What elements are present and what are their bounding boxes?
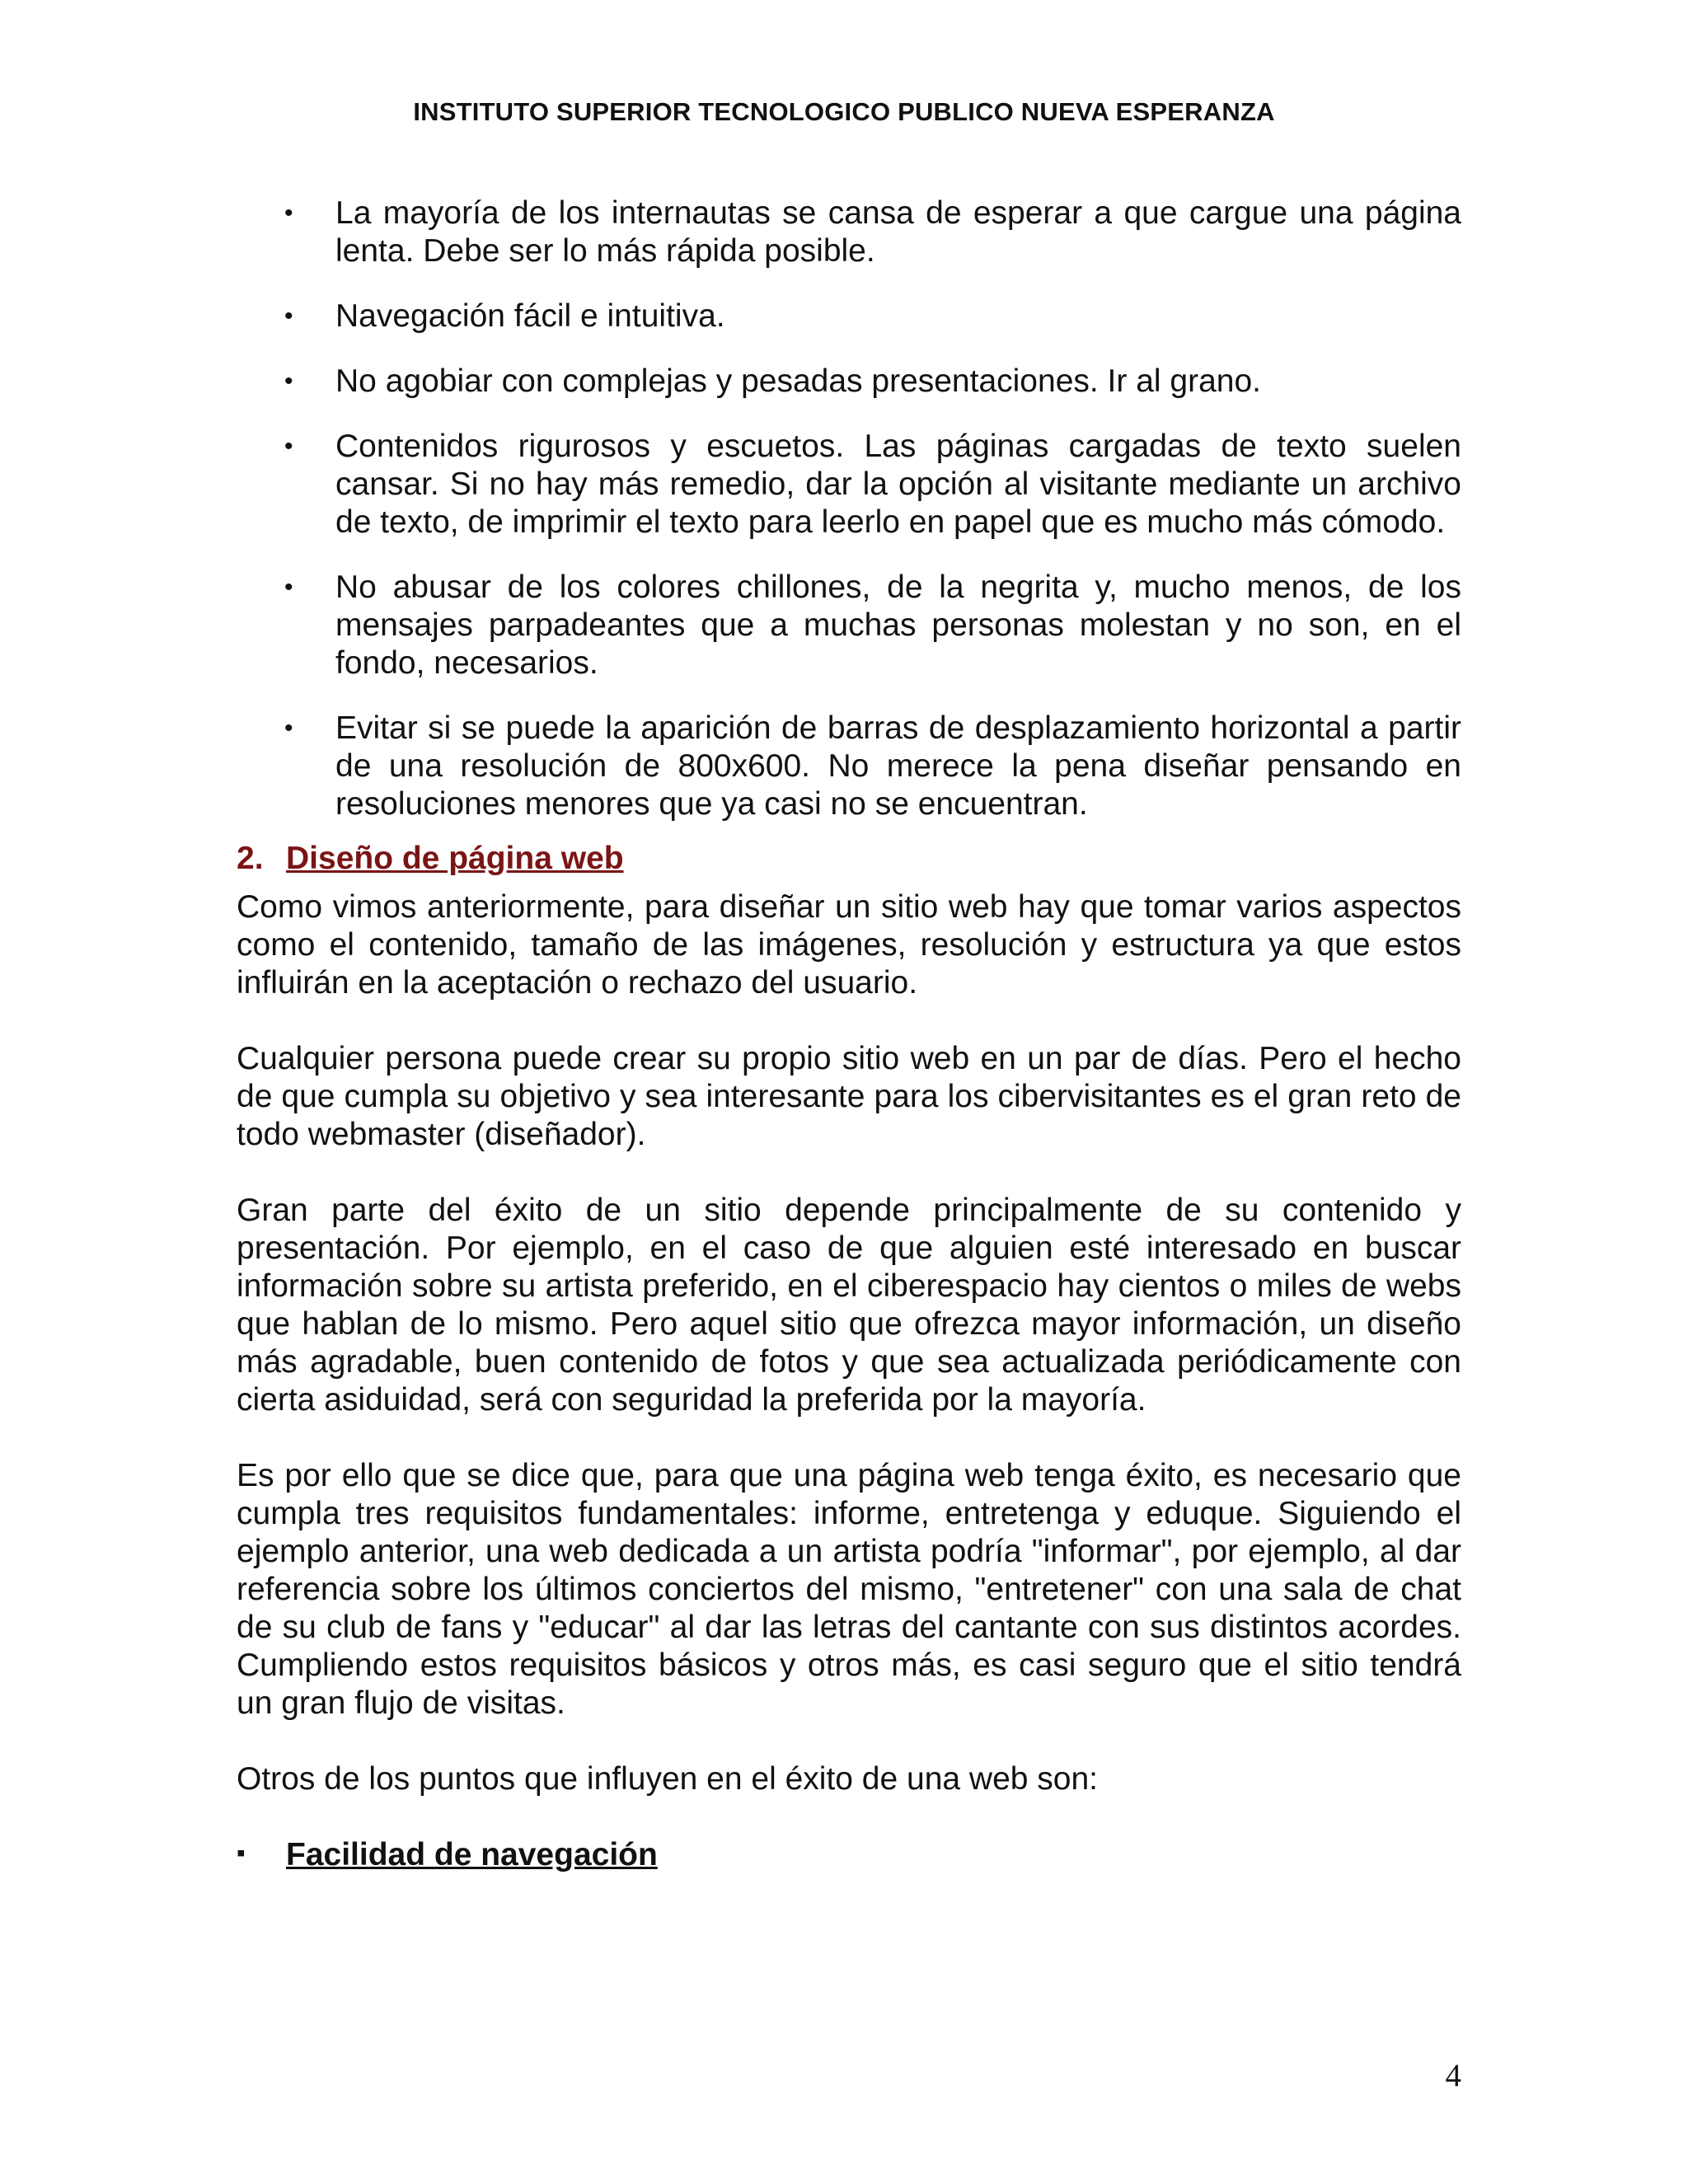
bullet-icon: •: [284, 368, 293, 395]
bullet-icon: •: [284, 574, 293, 601]
section-title: Diseño de página web: [286, 841, 624, 876]
list-item-text: No agobiar con complejas y pesadas presentaciones. Ir al grano.: [335, 363, 1261, 399]
page-number: 4: [1445, 2058, 1461, 2093]
page-header: INSTITUTO SUPERIOR TECNOLOGICO PUBLICO NUEVA ESPERANZA: [413, 97, 1275, 126]
list-item-text: La mayoría de los internautas se cansa de esperar a que cargue una página lenta. Debe ser lo más rápida posible.: [335, 195, 1461, 269]
paragraph: Como vimos anteriormente, para diseñar un sitio web hay que tomar varios aspectos como el contenido, tamaño de las imágenes, resolución y estructura ya que estos influirán en la aceptación o rechazo del usuario.: [237, 889, 1461, 1001]
list-item: [237, 428, 1461, 541]
list-item-text: Evitar si se puede la aparición de barras de desplazamiento horizontal a partir de una resolución de 800x600. No merece la pena diseñar pensando en resoluciones menores que ya casi no se encuentran.: [335, 710, 1461, 822]
section-heading: [237, 840, 1461, 878]
section-number: 2.: [237, 841, 264, 876]
list-item: [237, 569, 1461, 682]
paragraph: Gran parte del éxito de un sitio depende principalmente de su contenido y presentación. Por ejemplo, en el caso de que alguien esté interesado en buscar información sobre su artista preferido, en el ciberespacio hay cientos o miles de webs que hablan de lo mismo. Pero aquel sitio que ofrezca mayor información, un diseño más agradable, buen contenido de fotos y que sea actualizada periódicamente con cierta asiduidad, será con seguridad la preferida por la mayoría.: [237, 1193, 1461, 1418]
paragraph: Es por ello que se dice que, para que una página web tenga éxito, es necesario que cumpla tres requisitos fundamentales: informe, entretenga y eduque. Siguiendo el ejemplo anterior, una web dedicada a un artista podría "informar", por ejemplo, al dar referencia sobre los últimos conciertos del mismo, "entretener" con una sala de chat de su club de fans y "educar" al dar las letras del cantante con sus distintos acordes. Cumpliendo estos requisitos básicos y otros más, es casi seguro que el sitio tendrá un gran flujo de visitas.: [237, 1458, 1461, 1721]
list-item: [237, 710, 1461, 823]
subheading-title: Facilidad de navegación: [286, 1837, 658, 1872]
paragraph: Cualquier persona puede crear su propio sitio web en un par de días. Pero el hecho de que cumpla su objetivo y sea interesante para los cibervisitantes es el gran reto de todo webmaster (diseñador).: [237, 1041, 1461, 1152]
list-item: [237, 194, 1461, 270]
bullet-icon: •: [284, 715, 293, 742]
list-item-text: Navegación fácil e intuitiva.: [335, 298, 725, 334]
list-item-text: No abusar de los colores chillones, de la negrita y, mucho menos, de los mensajes parpadeantes que a muchas personas molestan y no son, en el fondo, necesarios.: [335, 569, 1461, 681]
list-item: [237, 363, 1461, 401]
square-bullet-icon: ▪: [237, 1840, 246, 1867]
bullet-list: [237, 194, 1461, 823]
bullet-icon: •: [284, 433, 293, 460]
list-item-text: Contenidos rigurosos y escuetos. Las páginas cargadas de texto suelen cansar. Si no hay más remedio, dar la opción al visitante mediante un archivo de texto, de imprimir el texto para leerlo en papel que es mucho más cómodo.: [335, 429, 1461, 540]
bullet-icon: •: [284, 302, 293, 330]
bullet-icon: •: [284, 199, 293, 227]
document-body: [237, 194, 1461, 1874]
paragraph: Otros de los puntos que influyen en el éxito de una web son:: [237, 1761, 1099, 1797]
list-item: [237, 298, 1461, 335]
subheading: [237, 1836, 1461, 1874]
